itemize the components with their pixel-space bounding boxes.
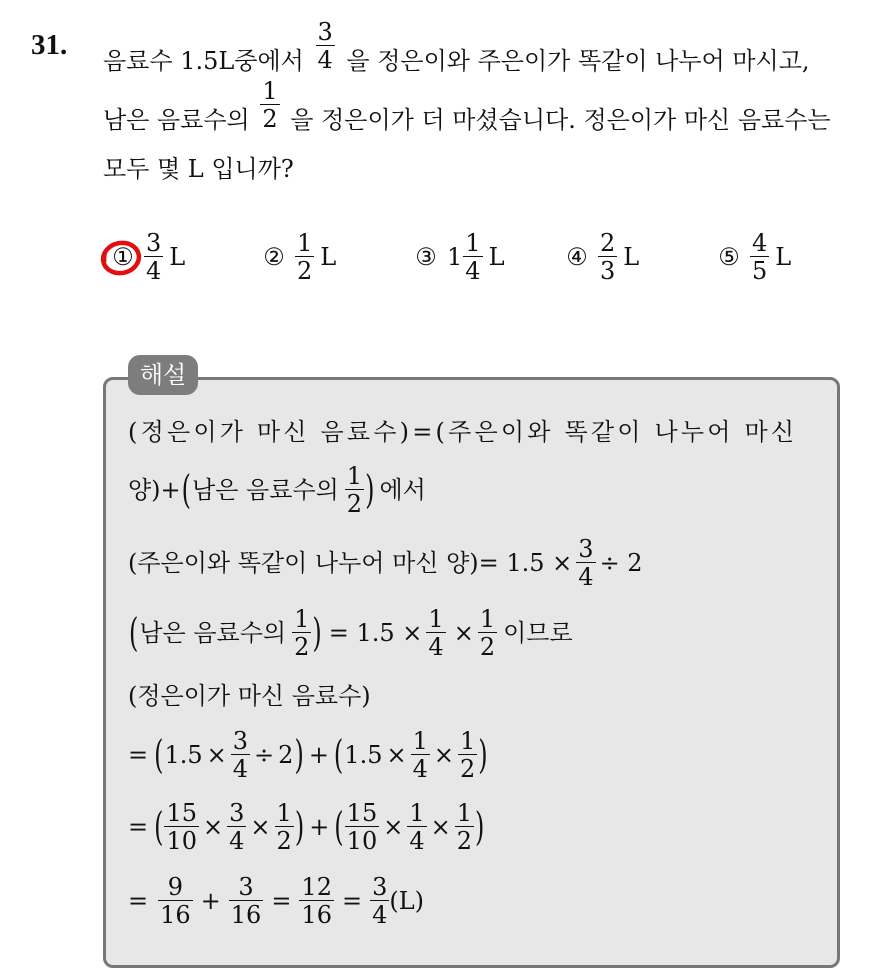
solution-line-5: (정은이가 마신 음료수) xyxy=(128,682,371,710)
solution-line-3: (주은이와 똑같이 나누어 마신 양)= 1.5 × $\frac{3}{4}$ ÷ 2 xyxy=(128,535,643,591)
question-line-1: 음료수 1.5L중에서 $\frac{3}{4}$ 을 정은이와 주은이가 똑같이 나누어 마시고, xyxy=(103,18,810,75)
choice-4[interactable]: ④ $\frac{2}{3}$ L xyxy=(566,229,640,285)
solution-line-2: 양)+ ( 남은 음료수의 $\frac{1}{2}$ ) 에서 xyxy=(128,462,426,518)
choice-3-fraction: $\frac{1}{4}$ xyxy=(465,229,481,285)
question-fraction-3-4: $\frac{3}{4}$ xyxy=(317,18,333,74)
solution-line-6: = ( 1.5 × $\frac{3}{4}$ ÷ 2 ) + ( 1.5 × $\frac{1}{4}$ × $\frac{1}{2}$ ) xyxy=(128,727,488,783)
solution-line-7: = ( $\frac{15}{10}$ × $\frac{3}{4}$ × $\frac{1}{2}$ ) + ( $\frac{15}{10}$ × $\frac{1}{4}$ × $\frac{1}{2}$ ) xyxy=(128,799,485,855)
choice-5-fraction: $\frac{4}{5}$ xyxy=(752,229,768,285)
solution-line-1: (정은이가 마신 음료수)=(주은이와 똑같이 나누어 마신 xyxy=(128,418,798,446)
choice-2-fraction: $\frac{1}{2}$ xyxy=(297,229,313,285)
choice-1[interactable]: ① $\frac{3}{4}$ L xyxy=(112,229,186,285)
solution-line-8: = $\frac{9}{16}$ + $\frac{3}{16}$ = $\frac{12}{16}$ = $\frac{3}{4}$ (L) xyxy=(128,873,425,929)
question-number: 31. xyxy=(31,29,68,61)
question-line-2: 남은 음료수의 $\frac{1}{2}$ 을 정은이가 더 마셨습니다. 정은이가 마신 음료수는 xyxy=(103,77,831,134)
choice-5[interactable]: ⑤ $\frac{4}{5}$ L xyxy=(718,229,792,285)
question-fraction-1-2: $\frac{1}{2}$ xyxy=(262,77,278,133)
question-line-3: 모두 몇 L 입니까? xyxy=(103,155,294,183)
solution-label: 해설 xyxy=(128,355,198,395)
choice-3[interactable]: ③ 1 $\frac{1}{4}$ L xyxy=(415,229,505,285)
solution-line-4: ( 남은 음료수의 $\frac{1}{2}$ ) = 1.5 × $\frac{1}{4}$ × $\frac{1}{2}$ 이므로 xyxy=(129,605,573,661)
choice-2[interactable]: ② $\frac{1}{2}$ L xyxy=(263,229,337,285)
choice-4-fraction: $\frac{2}{3}$ xyxy=(600,229,616,285)
choice-1-fraction: $\frac{3}{4}$ xyxy=(146,229,162,285)
